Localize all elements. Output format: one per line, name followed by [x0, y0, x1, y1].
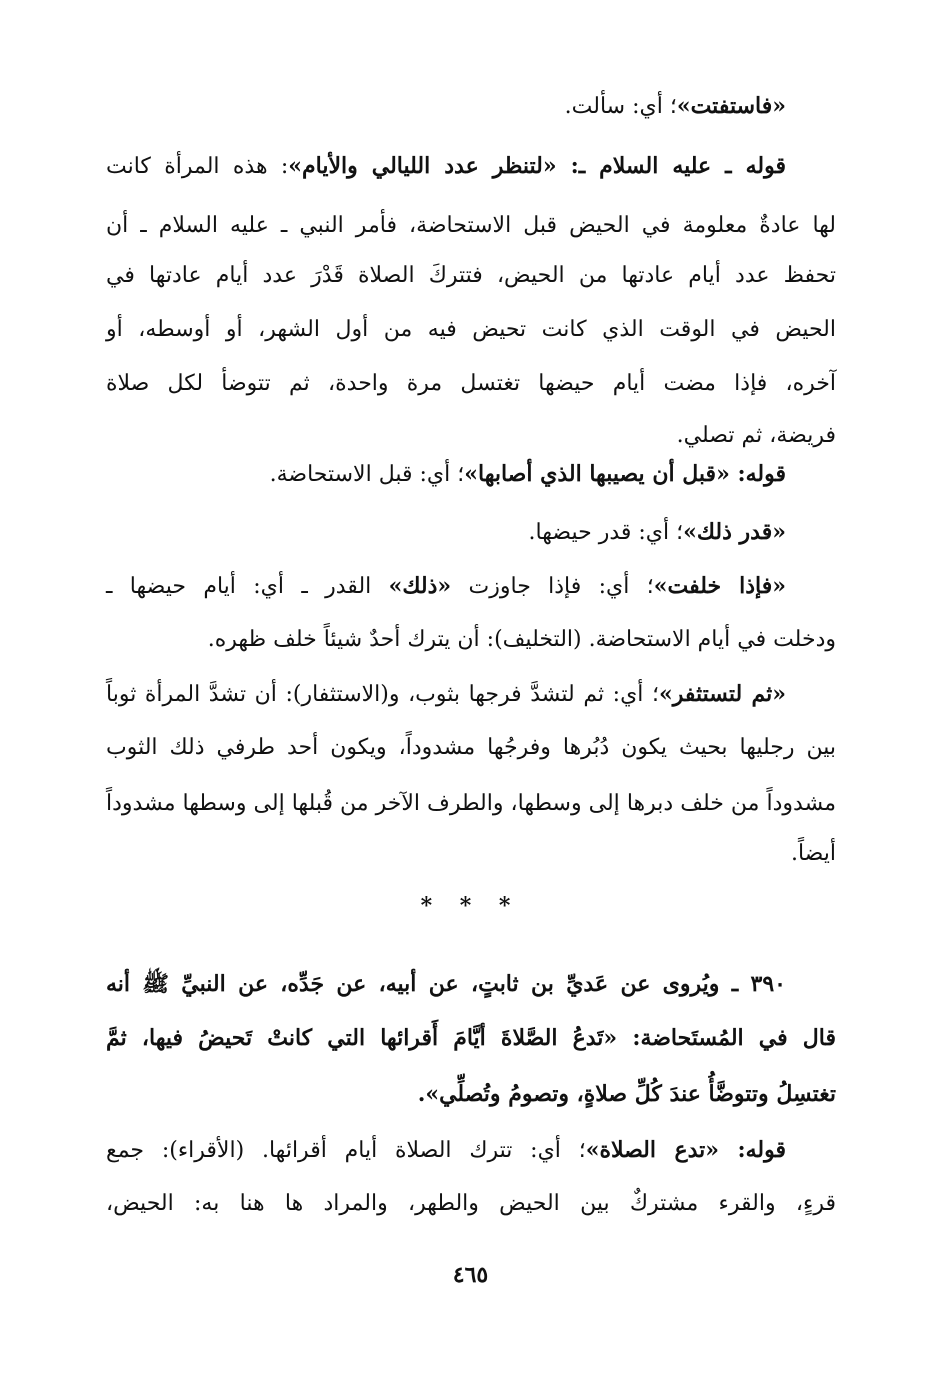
text-segment: ؛ أي: ثم لتشدَّ فرجها بثوب، و(الاستثفار): أن تشدَّ المرأة ثوباً	[106, 682, 659, 707]
text-segment: ؛ أي: قبل الاستحاضة.	[269, 462, 465, 487]
text-line	[106, 208, 836, 244]
text-line	[106, 258, 836, 294]
text-line	[106, 730, 836, 766]
text-line	[106, 786, 836, 822]
bold-text-segment: قوله ـ عليه السلام ـ:	[556, 153, 786, 179]
text-segment: ؛ أي: تترك الصلاة أيام أقرائها. (الأقراء): جمع	[106, 1138, 586, 1163]
text-segment: : هذه المرأة كانت	[106, 154, 289, 179]
bold-text-segment: «لتنظر عدد الليالي والأيام»	[288, 153, 557, 179]
bold-text-segment: ٣٩٠ ـ ويُروى عن عَديِّ بن ثابتٍ، عن أبيه، عن جَدِّه، عن النبيِّ ﷺ أنه	[106, 971, 786, 997]
text-line	[106, 1186, 836, 1222]
page-number: ٤٦٥	[452, 1262, 489, 1288]
text-line	[106, 836, 836, 872]
text-segment: قرءٍ، والقرء مشتركٌ بين الحيض والطهر، والمراد ها هنا به: الحيض،	[106, 1191, 836, 1216]
bold-text-segment: قوله:	[729, 461, 786, 487]
bold-text-segment: قال في المُستَحاضة: «تَدعُ الصَّلاةَ أيَّامَ أَقرائها التي كانتْ تَحيضُ فيها، ثمَّ	[106, 1025, 836, 1051]
text-segment: ؛ أي: سألت.	[564, 94, 677, 119]
text-segment: بين رجليها بحيث يكون دُبُرها وفرجُها مشدوداً، ويكون أحد طرفي ذلك الثوب	[106, 735, 836, 760]
text-line	[106, 418, 836, 454]
text-segment: مشدوداً من خلف دبرها إلى وسطها، والطرف الآخر من قُبلها إلى وسطها مشدوداً	[106, 791, 836, 816]
text-segment: الحيض في الوقت الذي كانت تحيض فيه من أول الشهر، أو أوسطه، أو	[106, 317, 836, 342]
text-line	[106, 514, 836, 551]
text-line	[106, 568, 836, 605]
text-line	[106, 1020, 836, 1057]
text-segment: ؛ أي: قدر حيضها.	[528, 520, 684, 545]
text-segment: تحفظ عدد أيام عادتها من الحيض، فتتركَ الصلاة قَدْرَ عدد أيام عادتها في	[106, 263, 836, 288]
text-segment: القدر ـ أي: أيام حيضها ـ	[106, 574, 389, 599]
text-segment: ودخلت في أيام الاستحاضة. (التخليف): أن يترك أحدٌ شيئاً خلف ظهره.	[207, 627, 836, 652]
text-line	[106, 1076, 836, 1113]
text-segment: ؛ أي: فإذا جاوزت	[451, 574, 654, 599]
bold-text-segment: «ثم لتستثفر»	[658, 681, 786, 707]
text-segment: آخره، فإذا مضت أيام حيضها تغتسل مرة واحدة، ثم تتوضأ لكل صلاة	[106, 371, 836, 396]
text-line	[106, 88, 836, 125]
text-segment: فريضة، ثم تصلي.	[676, 423, 836, 448]
bold-text-segment: قوله:	[719, 1137, 786, 1163]
bold-text-segment: «قبل أن يصيبها الذي أصابها»	[464, 461, 730, 487]
bold-text-segment: تغتسِلُ وتتوضَّأُ عندَ كُلِّ صلاةٍ، وتصومُ وتُصلِّي».	[417, 1081, 836, 1107]
text-line	[106, 456, 836, 493]
text-line	[106, 148, 836, 185]
bold-text-segment: «تدع الصلاة»	[585, 1137, 720, 1163]
text-line	[106, 312, 836, 348]
bold-text-segment: «فإذا خلفت»	[653, 573, 787, 599]
bold-text-segment: «قدر ذلك»	[683, 519, 786, 545]
bold-text-segment: «فاستفتت»	[676, 93, 786, 119]
text-line	[106, 622, 836, 658]
bold-text-segment: «ذلك»	[388, 573, 452, 599]
text-line	[106, 1132, 836, 1169]
text-segment: أيضاً.	[790, 841, 836, 866]
section-separator: * * *	[420, 893, 521, 919]
text-line	[106, 366, 836, 402]
text-line	[106, 676, 836, 713]
text-line	[106, 966, 836, 1003]
text-segment: لها عادةٌ معلومة في الحيض قبل الاستحاضة، فأمر النبي ـ عليه السلام ـ أن	[106, 213, 836, 238]
